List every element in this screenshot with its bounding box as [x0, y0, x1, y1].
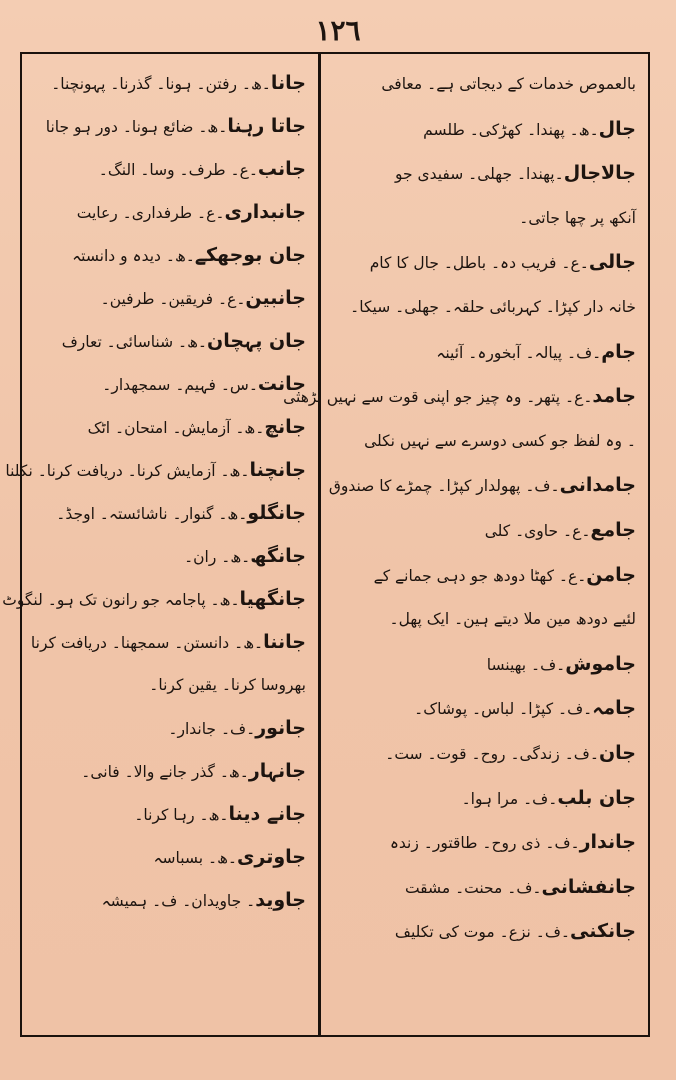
headword: جانب [257, 158, 306, 180]
entry-line [30, 836, 306, 879]
entry-line [332, 151, 636, 196]
definition-text: ۔ھ۔ بسباسہ [153, 849, 237, 867]
headword: جامہ [592, 697, 636, 720]
headword: جانفشانی [541, 875, 636, 898]
entry-line [332, 240, 636, 285]
entry-line [332, 196, 636, 241]
headword: جالاجال [563, 162, 636, 185]
entry-line [332, 731, 636, 776]
definition-text: ۔ھ۔ آزمایش کرنا۔ دریافت کرنا۔ نکلنا [5, 462, 250, 480]
entry-line [332, 330, 636, 375]
headword: جامدانی [559, 474, 636, 497]
entry-line [332, 865, 636, 910]
entry-line [30, 793, 306, 836]
definition-text: ۔ھ۔ رفتن۔ ہونا۔ گذرنا۔ پہونچنا۔ [51, 75, 271, 93]
headword: جاموش [565, 652, 636, 675]
headword: جامن [586, 563, 636, 586]
entry-line [332, 508, 636, 553]
definition-text: ۔ف۔ جاندار۔ [168, 720, 256, 738]
definition-text: ۔ھ۔ رہا کرنا۔ [134, 806, 229, 824]
definition-text: ۔ھ۔ دیدہ و دانستہ [72, 247, 195, 265]
headword: جانکنی [570, 920, 636, 943]
headword: جام [601, 340, 636, 363]
definition-text: ۔ع۔ طرفداری۔ رعایت [76, 204, 225, 222]
headword: جان بلب [557, 786, 636, 809]
definition-text: ۔ھ۔ دانستن۔ سمجھنا۔ دریافت کرنا [30, 634, 264, 652]
definition-text: ۔ع۔ طرف۔ وسا۔ النگ۔ [98, 161, 258, 179]
entry-line [332, 419, 636, 464]
entry-line [30, 621, 306, 664]
headword: جاوتری [236, 846, 306, 868]
definition-text: ۔ھ۔ شناسائی۔ تعارف [61, 333, 208, 351]
entry-line [2, 578, 306, 621]
entry-line [30, 234, 306, 277]
definition-text: لئیے دودھ مین ملا دیتے ہین۔ ایک پھل۔ [389, 610, 636, 629]
entry-line [5, 449, 306, 492]
headword: جانت [257, 373, 306, 395]
definition-text: ۔ف۔ مرا ہوا۔ [461, 789, 558, 808]
definition-text: ۔ف۔ کپڑا۔ لباس۔ پوشاک۔ [414, 700, 593, 719]
headword: جانگھیا [239, 588, 306, 610]
entry-line [30, 105, 306, 148]
entry-line [332, 686, 636, 731]
entry-line [283, 374, 636, 419]
headword: جانچنا [249, 459, 306, 481]
headword: جان [598, 741, 636, 764]
definition-text: خانہ دار کپڑا۔ کہربائی حلقہ۔ جھلی۔ سیکا۔ [350, 297, 636, 316]
entry-line [30, 363, 306, 406]
entry-line [328, 463, 636, 508]
headword: جانچ [264, 416, 306, 438]
entry-line [30, 191, 306, 234]
headword: جانبداری [224, 201, 306, 223]
headword: جالی [588, 251, 636, 274]
headword: جانبین [245, 287, 306, 309]
entry-line [332, 553, 636, 598]
entry-line [332, 62, 636, 107]
definition-text: ۔ھ۔ ران۔ [184, 548, 251, 566]
entry-line [30, 535, 306, 578]
entry-line [332, 107, 636, 152]
definition-text: ۔ھ۔ ضائع ہونا۔ دور ہو جانا [45, 118, 228, 136]
definition-text: ۔ھ۔ پاجامہ جو رانون تک ہو۔ لنگوٹ [2, 591, 240, 609]
entry-line [332, 285, 636, 330]
headword: جانگھ [250, 545, 306, 567]
headword: جانے دینا [228, 803, 306, 825]
headword: جان بوجھکے [194, 244, 306, 266]
definition-text: ۔ف۔ محنت۔ مشقت [404, 878, 542, 897]
definition-text: ۔ھ۔ گذر جانے والا۔ فانی۔ [81, 763, 249, 781]
definition-text: ۔ف۔ پیالہ۔ آبخورہ۔ آئینہ [436, 343, 602, 362]
definition-text: ۔ف۔ بھینسا [486, 655, 566, 674]
entry-line [332, 776, 636, 821]
entry-line [332, 642, 636, 687]
definition-text: ۔ وہ لفظ جو کسی دوسرے سے نہیں نکلی [364, 431, 636, 450]
headword: جانا [270, 72, 306, 94]
definition-text: آنکھ پر چھا جاتی۔ [519, 208, 636, 227]
entry-line [332, 820, 636, 865]
column-divider [318, 52, 321, 1037]
entry-line [30, 492, 306, 535]
entry-line [30, 707, 306, 750]
headword: جال [598, 117, 636, 140]
left-column [2, 62, 316, 1032]
definition-text: بالعموص خدمات کے دیجاتی ہے۔ معافی [381, 75, 636, 93]
headword: جان پہچان [207, 330, 306, 352]
definition-text: ۔ھ۔ گنوار۔ ناشائستہ۔ اوجڈ۔ [56, 505, 248, 523]
entry-line [30, 62, 306, 105]
headword: جانگلو [247, 502, 306, 524]
definition-text: ۔ف۔ ذی روح۔ طاقتور۔ زندہ [389, 834, 580, 853]
definition-text: ۔ف۔ نزع۔ موت کی تکلیف [394, 923, 570, 942]
definition-text: ۔ع۔ فریقین۔ طرفین۔ [100, 290, 246, 308]
entry-line [30, 879, 306, 922]
definition-text: ۔ع۔ حاوی۔ کلی [484, 521, 591, 540]
definition-text: ۔ف۔ پھولدار کپڑا۔ چمڑے کا صندوق [328, 477, 560, 496]
entry-line [30, 320, 306, 363]
entry-line [332, 597, 636, 642]
headword: جاتا رہنا [227, 115, 306, 137]
definition-text: ۔ جاویدان۔ ف۔ ہمیشہ [101, 892, 256, 910]
definition-text: ۔پھندا۔ جھلی۔ سفیدی جو [394, 165, 564, 184]
entry-line [30, 664, 306, 707]
entry-line [30, 406, 306, 449]
definition-text: ۔ع۔ پتھر۔ وہ چیز جو اپنی قوت سے نہیں بڑھتی [283, 388, 593, 407]
headword: جاندار [579, 831, 636, 854]
entry-line [332, 909, 636, 954]
definition-text: ۔ف۔ زندگی۔ روح۔ قوت۔ ست۔ [385, 744, 599, 763]
entry-line [30, 750, 306, 793]
entry-line [30, 277, 306, 320]
headword: جانہار [248, 760, 306, 782]
headword: جامد [592, 385, 636, 408]
headword: جامع [590, 518, 636, 541]
headword: جاوید [255, 889, 306, 911]
definition-text: ۔ھ۔ آزمایش۔ امتحان۔ اٹک [87, 419, 265, 437]
headword: جاننا [263, 631, 306, 653]
definition-text: ۔ھ۔ پھندا۔ کھڑکی۔ طلسم [423, 120, 599, 139]
page-number: ١٢٦ [315, 14, 361, 47]
definition-text: بھروسا کرنا۔ یقین کرنا۔ [149, 676, 306, 694]
definition-text: ۔س۔ فہیم۔ سمجھدار۔ [102, 376, 258, 394]
definition-text: ۔ع۔ فریب دہ۔ باطل۔ جال کا کام [369, 254, 589, 273]
definition-text: ۔ع۔ کھٹا دودھ جو دہی جمانے کے [373, 566, 587, 585]
headword: جانور [255, 717, 306, 739]
entry-line [30, 148, 306, 191]
